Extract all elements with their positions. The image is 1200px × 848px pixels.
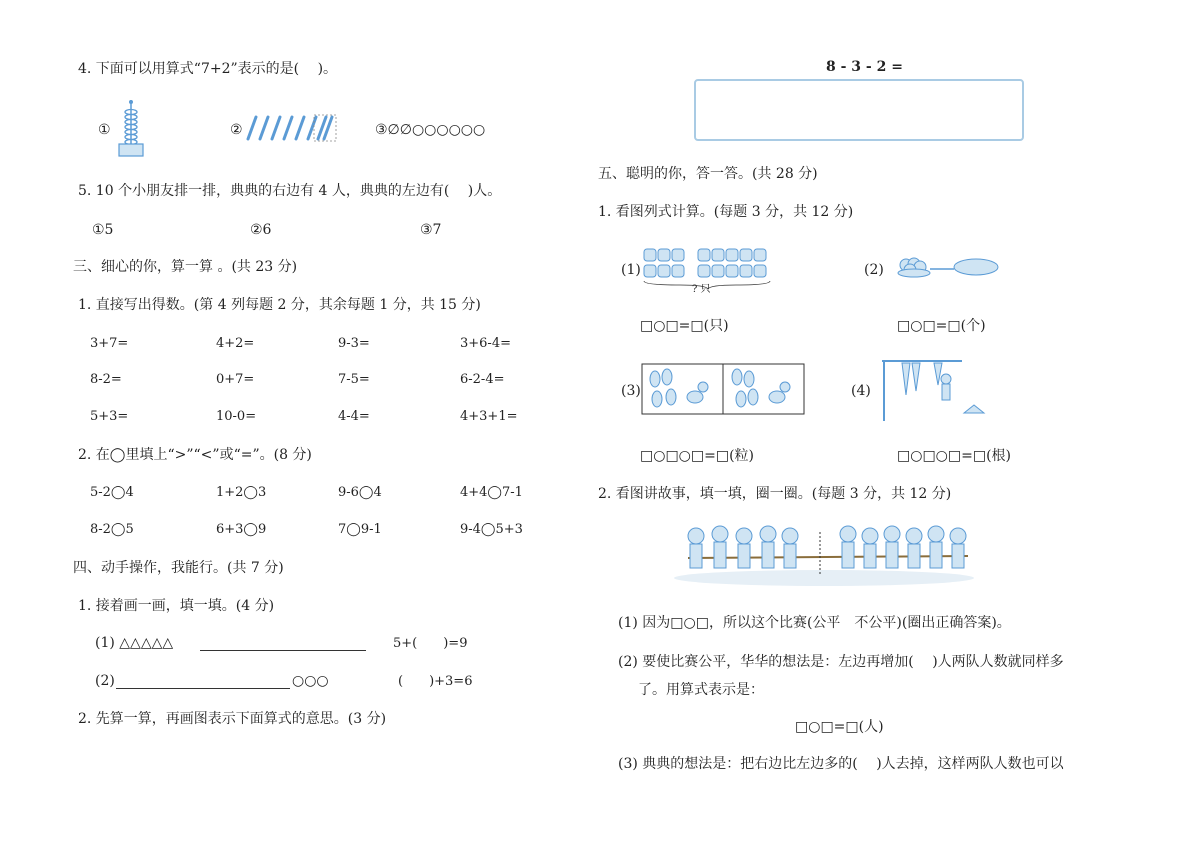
q5-option-3: ③7	[420, 222, 442, 238]
abacus-icon	[117, 98, 145, 158]
q5-option-1: ①5	[92, 222, 114, 238]
calc-item: 5+3=	[90, 409, 129, 424]
section-5-q2-title: 2. 看图讲故事，填一填，圈一圈。(每题 3 分，共 12 分)	[598, 486, 952, 502]
picture-4-label: (4)	[851, 383, 871, 399]
answer-2[interactable]: □○□=□(个)	[897, 318, 986, 334]
calc-item: 8-2=	[90, 372, 122, 387]
q4-option-3: ③∅∅○○○○○○	[375, 122, 486, 138]
compare-item: 6+3◯9	[216, 522, 267, 537]
calc-item: 3+7=	[90, 336, 129, 351]
calc-item: 6-2-4=	[460, 372, 505, 387]
compare-item: 8-2◯5	[90, 522, 134, 537]
q4-option-1-label: ①	[98, 122, 111, 138]
calc-item: 3+6-4=	[460, 336, 511, 351]
answer-4[interactable]: □○□○□=□(根)	[897, 448, 1011, 464]
q5-option-2: ②6	[250, 222, 272, 238]
picture-2-label: (2)	[864, 262, 884, 278]
story-q3: (3) 典典的想法是：把右边比左边多的( )人去掉，这样两队人数也可以	[618, 756, 1064, 772]
calc-item: 7-5=	[338, 372, 370, 387]
story-q1: (1) 因为□○□，所以这个比赛(公平 不公平)(圈出正确答案)。	[618, 615, 1011, 631]
calc-item: 4+2=	[216, 336, 255, 351]
story-q2-answer[interactable]: □○□=□(人)	[795, 719, 884, 735]
section-4-q1-title: 1. 接着画一画，填一填。(4 分)	[78, 598, 275, 614]
answer-1[interactable]: □○□=□(只)	[640, 318, 729, 334]
draw-row-1-prefix: (1) △△△△△	[95, 635, 174, 651]
section-3-q2-title: 2. 在◯里填上“>”“<”或“=”。(8 分)	[78, 447, 312, 463]
calc-item: 4-4=	[338, 409, 370, 424]
carrots-picture	[872, 355, 992, 425]
compare-item: 5-2◯4	[90, 485, 134, 500]
calc-item: 0+7=	[216, 372, 255, 387]
drawing-answer-box[interactable]	[694, 79, 1024, 141]
bowl-and-plate-picture	[888, 253, 1008, 281]
section-3-title: 三、细心的你，算一算 。(共 23 分)	[73, 259, 298, 275]
answer-3[interactable]: □○□○□=□(粒)	[640, 448, 754, 464]
section-4-q2-title: 2. 先算一算，再画图表示下面算式的意思。(3 分)	[78, 711, 387, 727]
calc-item: 10-0=	[216, 409, 257, 424]
q5-title: 5. 10 个小朋友排一排，典典的右边有 4 人，典典的左边有( )人。	[78, 183, 502, 199]
calc-item: 9-3=	[338, 336, 370, 351]
section-4-title: 四、动手操作，我能行。(共 7 分)	[73, 560, 284, 576]
draw-row-1-blank[interactable]	[200, 650, 366, 651]
sticks-icon	[244, 113, 340, 143]
picture-3-label: (3)	[621, 383, 641, 399]
compare-item: 4+4◯7-1	[460, 485, 523, 500]
q4-title: 4. 下面可以用算式“7+2”表示的是( )。	[78, 61, 338, 77]
section-5-q1-title: 1. 看图列式计算。(每题 3 分，共 12 分)	[598, 204, 854, 220]
expression-title: 8 - 3 - 2 =	[826, 59, 903, 75]
picture-1-question: ? 只	[692, 284, 711, 295]
q4-option-2-label: ②	[230, 122, 243, 138]
draw-row-2-prefix: (2)	[95, 673, 115, 689]
story-q2-line-1: (2) 要使比赛公平，华华的想法是：左边再增加( )人两队人数就同样多	[618, 654, 1064, 670]
compare-item: 9-6◯4	[338, 485, 382, 500]
picture-1-label: (1)	[621, 262, 641, 278]
ants-and-beans-picture	[641, 363, 805, 415]
draw-row-2-circles: ○○○	[292, 673, 329, 689]
draw-row-2-blank[interactable]	[116, 688, 290, 689]
draw-row-1-equation: 5+( )=9	[393, 636, 468, 651]
story-q2-line-2: 了。用算式表示是：	[638, 682, 764, 698]
section-5-title: 五、聪明的你，答一答。(共 28 分)	[598, 166, 818, 182]
compare-item: 7◯9-1	[338, 522, 382, 537]
tug-of-war-picture	[668, 518, 980, 588]
draw-row-2-equation: ( )+3=6	[398, 674, 473, 689]
section-3-q1-title: 1. 直接写出得数。(第 4 列每题 2 分，其余每题 1 分，共 15 分)	[78, 297, 481, 313]
compare-item: 1+2◯3	[216, 485, 267, 500]
calc-item: 4+3+1=	[460, 409, 518, 424]
compare-item: 9-4◯5+3	[460, 522, 523, 537]
